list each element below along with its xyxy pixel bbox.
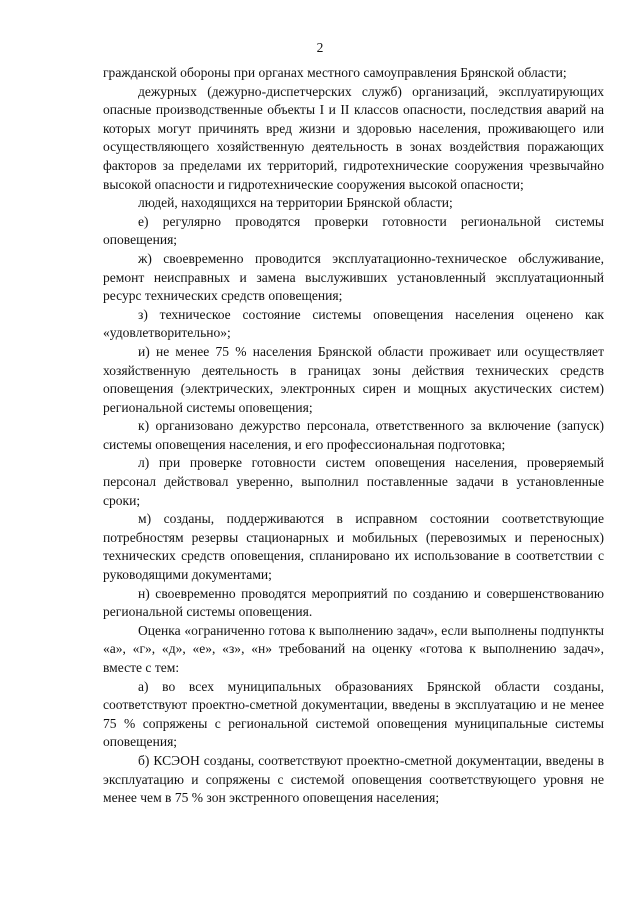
paragraph: к) организовано дежурство персонала, ответственного за включение (запуск) системы оповещения населения, и его профессиональная подготовка; — [103, 418, 604, 452]
paragraph: з) техническое состояние системы оповещения населения оценено как «удовлетворительно»; — [103, 306, 604, 341]
paragraph: б) КСЭОН созданы, соответствуют проектно-сметной документации, введены в эксплуатацию и сопряжены с системой оповещения соответствующего уровня не менее чем в 75 % зон экстренного оповещения населения; — [103, 752, 604, 806]
paragraph: ж) своевременно проводится эксплуатационно-техническое обслуживание, ремонт неисправных и замена выслуживших установленный эксплуатационный ресурс технических средств оповещения; — [103, 250, 604, 304]
paragraph: людей, находящихся на территории Брянской области; — [138, 195, 453, 211]
paragraph: е) регулярно проводятся проверки готовности региональной системы оповещения; — [103, 213, 604, 248]
paragraph: л) при проверке готовности систем оповещения населения, проверяемый персонал действовал уверенно, выполнил поставленные задачи в установленные сроки; — [103, 455, 604, 508]
page-number: 2 — [316, 40, 324, 55]
paragraph: м) созданы, поддерживаются в исправном состоянии соответствующие потребностям резервы стационарных и мобильных (перевозимых и переносных) технических средств оповещения, спланировано их использование в соответствии с руководящими документами; — [103, 511, 604, 583]
paragraph: гражданской обороны при органах местного самоуправления Брянской области; — [103, 65, 567, 80]
paragraph: и) не менее 75 % населения Брянской области проживает или осуществляет хозяйственную деятельность в границах зоны действия технических средств оповещения (электрических, электронных сирен и мощных акустических систем) региональной системы оповещения; — [103, 343, 604, 415]
paragraph: Оценка «ограниченно готова к выполнению задач», если выполнены подпункты «а», «г», «д», «е», «з», «н» требований на оценку «готова к выполнению задач», вместе с тем: — [103, 622, 604, 675]
paragraph: дежурных (дежурно-диспетчерских служб) организаций, эксплуатирующих опасные производственные объекты I и II классов опасности, последствия аварий на которых могут причинять вред жизни и здоровью населения, проживающего или осуществляющего хозяйственную деятельность в зонах воздействия поражающих факторов за пределами их территорий, гидротехнические сооружения чрезвычайно высокой опасности и гидротехнические сооружения высокой опасности; — [103, 83, 604, 192]
document-body — [103, 64, 604, 808]
paragraph: н) своевременно проводятся мероприятий по созданию и совершенствованию региональной системы оповещения. — [103, 585, 604, 620]
paragraph: а) во всех муниципальных образованиях Брянской области созданы, соответствуют проектно-сметной документации, введены в эксплуатацию и не менее 75 % сопряжены с региональной системой оповещения муниципальные системы оповещения; — [103, 678, 604, 750]
